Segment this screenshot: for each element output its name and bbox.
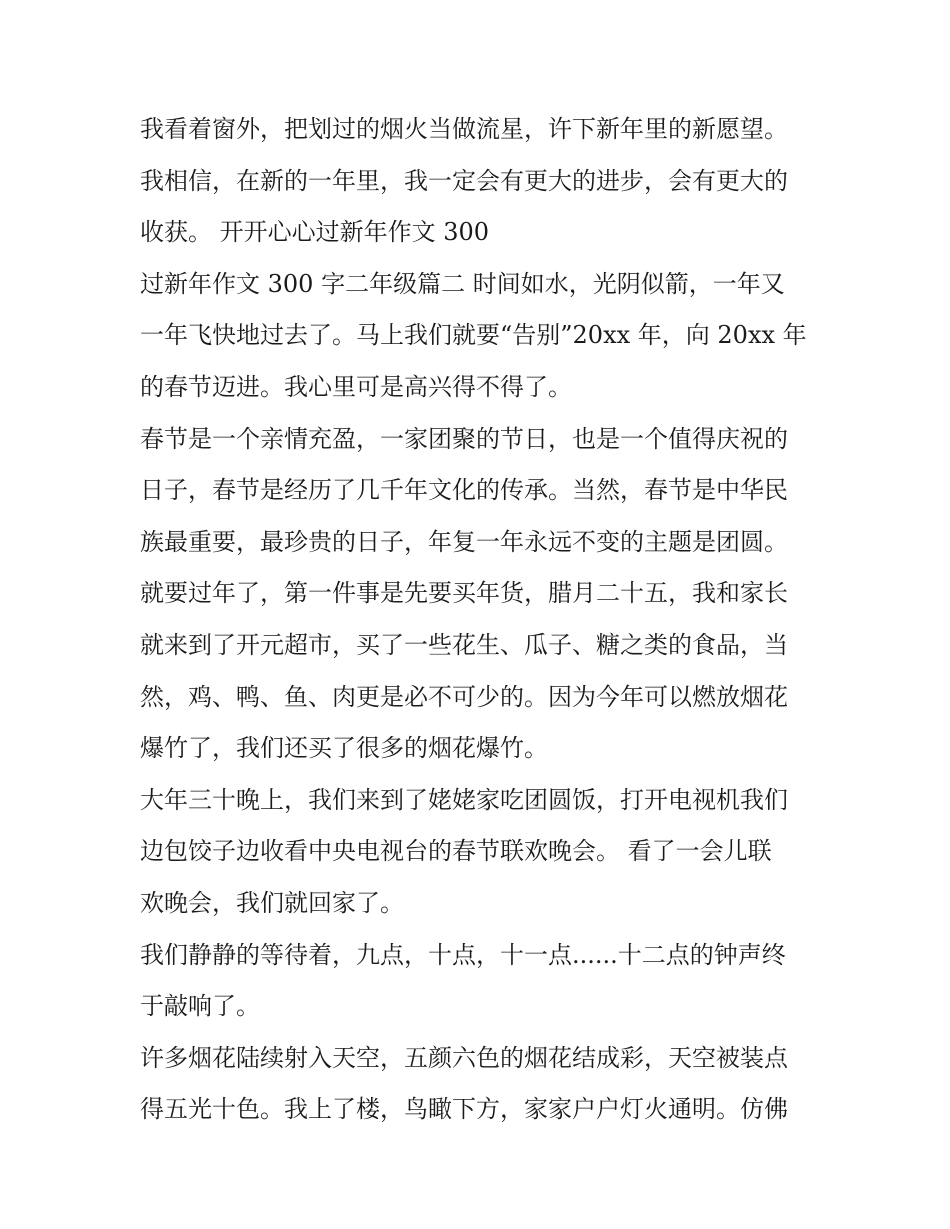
text-line-11: 就来到了开元超市，买了一些花生、瓜子、糖之类的食品，当 <box>140 630 788 659</box>
text-line-20: 得五光十色。我上了楼，鸟瞰下方，家家户户灯火通明。仿佛 <box>140 1095 788 1124</box>
document-body <box>140 104 830 1136</box>
text-line-12: 然，鸡、鸭、鱼、肉更是必不可少的。因为今年可以燃放烟花 <box>140 682 788 711</box>
text-line-17: 我们静静的等待着，九点，十点，十一点......十二点的钟声终 <box>140 940 786 969</box>
text-line-16: 欢晚会，我们就回家了。 <box>140 888 404 917</box>
text-line-8: 日子，春节是经历了几千年文化的传承。当然，春节是中华民 <box>140 476 788 505</box>
text-line-4: 过新年作文 300 字二年级篇二 时间如水，光阴似箭，一年又 <box>140 269 785 298</box>
text-line-5: 一年飞快地过去了。马上我们就要“告别”20xx 年，向 20xx 年 <box>140 321 807 350</box>
text-line-7: 春节是一个亲情充盈，一家团聚的节日，也是一个值得庆祝的 <box>140 424 788 453</box>
text-line-1: 我看着窗外，把划过的烟火当做流星，许下新年里的新愿望。 <box>140 115 788 143</box>
text-line-10: 就要过年了，第一件事是先要买年货，腊月二十五，我和家长 <box>140 579 788 608</box>
text-line-2: 我相信，在新的一年里，我一定会有更大的进步，会有更大的 <box>140 166 788 195</box>
text-line-6: 的春节迈进。我心里可是高兴得不得了。 <box>140 372 572 401</box>
text-line-19: 许多烟花陆续射入天空，五颜六色的烟花结成彩，天空被装点 <box>140 1043 788 1072</box>
text-line-14: 大年三十晚上，我们来到了姥姥家吃团圆饭，打开电视机我们 <box>140 785 788 814</box>
text-line-3: 收获。 开开心心过新年作文 300 <box>140 218 490 247</box>
text-line-13: 爆竹了，我们还买了很多的烟花爆竹。 <box>140 734 548 763</box>
text-line-9: 族最重要，最珍贵的日子，年复一年永远不变的主题是团圆。 <box>140 527 788 556</box>
text-line-18: 于敲响了。 <box>140 992 260 1021</box>
text-line-15: 边包饺子边收看中央电视台的春节联欢晚会。 看了一会儿联 <box>140 837 772 866</box>
